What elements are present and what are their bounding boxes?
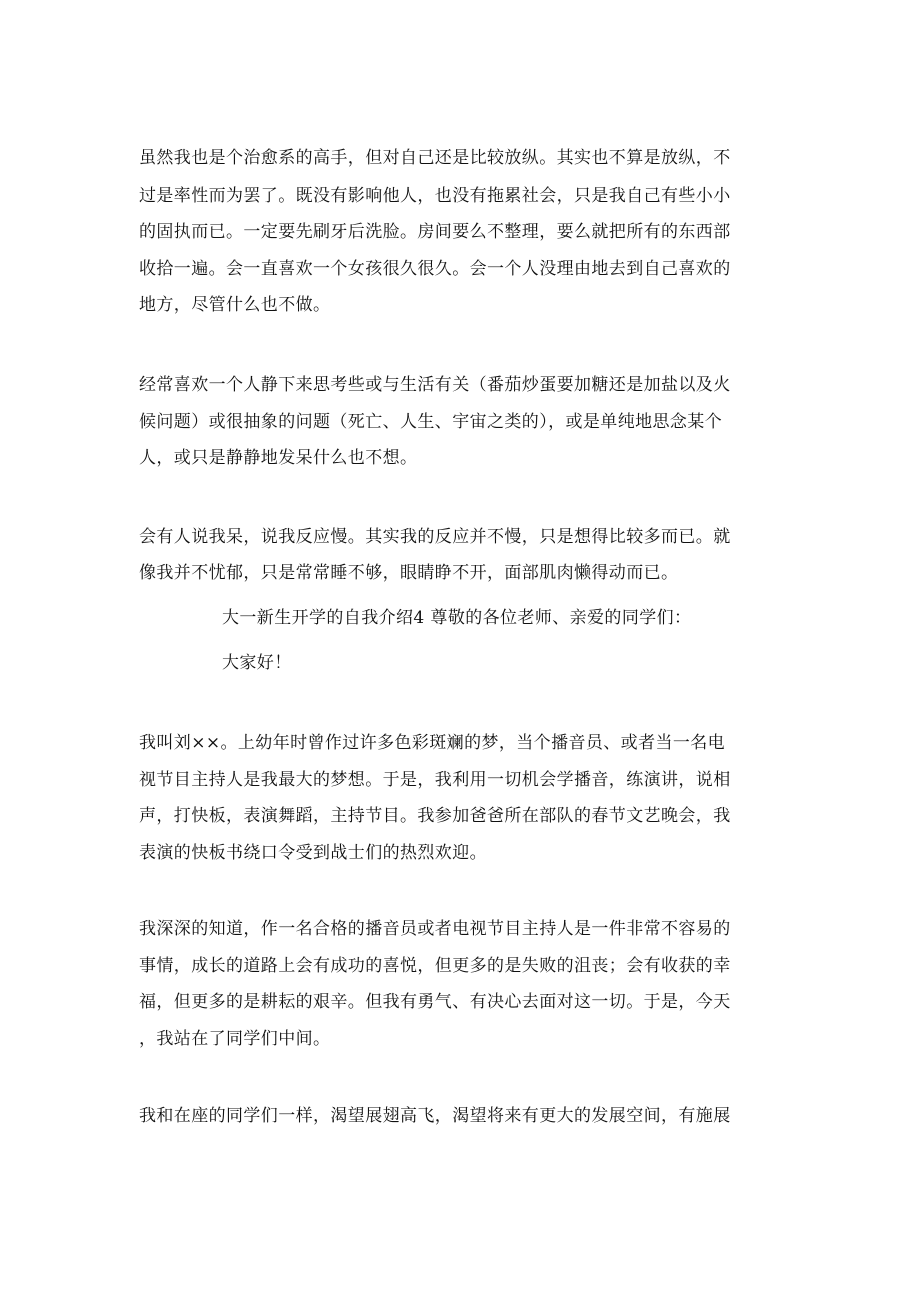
paragraph-4-line-1: 我叫刘××。上幼年时曾作过许多色彩斑斓的梦，当个播音员、或者当一名电 bbox=[139, 733, 726, 753]
paragraph-2-line-3: 人，或只是静静地发呆什么也不想。 bbox=[139, 448, 418, 468]
paragraph-5-line-3: 福，但更多的是耕耘的艰辛。但我有勇气、有决心去面对这一切。于是，今天 bbox=[139, 992, 731, 1012]
paragraph-6-line-1: 我和在座的同学们一样，渴望展翅高飞，渴望将来有更大的发展空间，有施展 bbox=[139, 1106, 731, 1126]
paragraph-2-line-2: 候问题）或很抽象的问题（死亡、人生、宇宙之类的），或是单纯地思念某个 bbox=[139, 412, 723, 432]
paragraph-4-line-4: 表演的快板书绕口令受到战士们的热烈欢迎。 bbox=[139, 843, 487, 863]
paragraph-5-line-1: 我深深的知道，作一名合格的播音员或者电视节目主持人是一件非常不容易的 bbox=[139, 919, 731, 939]
paragraph-1-line-3: 的固执而已。一定要先刷牙后洗脸。房间要么不整理，要么就把所有的东西部 bbox=[139, 222, 731, 242]
paragraph-3-line-1: 会有人说我呆，说我反应慢。其实我的反应并不慢，只是想得比较多而已。就 bbox=[139, 527, 731, 547]
paragraph-1-line-1: 虽然我也是个治愈系的高手，但对自己还是比较放纵。其实也不算是放纵，不 bbox=[139, 148, 731, 168]
paragraph-1-line-4: 收拾一遍。会一直喜欢一个女孩很久很久。会一个人没理由地去到自己喜欢的 bbox=[139, 259, 731, 279]
paragraph-4-line-2: 视节目主持人是我最大的梦想。于是，我利用一切机会学播音，练演讲，说相 bbox=[139, 770, 731, 790]
paragraph-1-line-5: 地方，尽管什么也不做。 bbox=[139, 295, 331, 315]
paragraph-3-line-2: 像我并不忧郁，只是常常睡不够，眼睛睁不开，面部肌肉懒得动而已。 bbox=[139, 563, 679, 583]
paragraph-4-line-3: 声，打快板，表演舞蹈，主持节目。我参加爸爸所在部队的春节文艺晚会，我 bbox=[139, 806, 731, 826]
greeting-line: 大家好！ bbox=[222, 653, 292, 673]
paragraph-5-line-4: ，我站在了同学们中间。 bbox=[139, 1029, 331, 1049]
paragraph-2-line-1: 经常喜欢一个人静下来思考些或与生活有关（番茄炒蛋要加糖还是加盐以及火 bbox=[139, 375, 731, 395]
paragraph-5-line-2: 事情，成长的道路上会有成功的喜悦，但更多的是失败的沮丧；会有收获的幸 bbox=[139, 956, 731, 976]
speech-heading-line: 大一新生开学的自我介绍4 尊敬的各位老师、亲爱的同学们： bbox=[222, 608, 692, 628]
paragraph-1-line-2: 过是率性而为罢了。既没有影响他人，也没有拖累社会，只是我自己有些小小 bbox=[139, 186, 731, 206]
